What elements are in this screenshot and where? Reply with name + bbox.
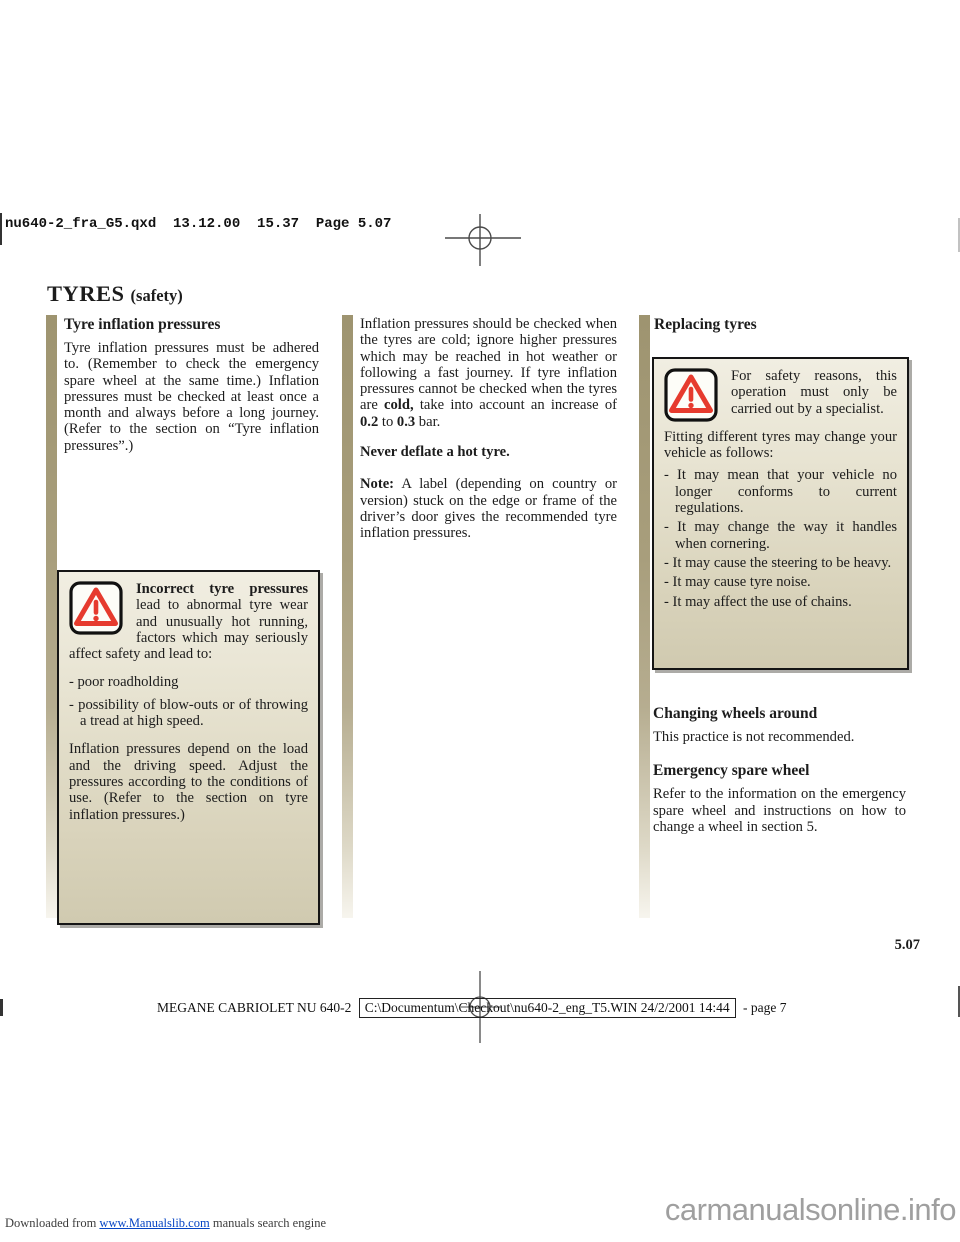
manualslib-watermark — [5, 1216, 326, 1231]
note-body: A label (depending on country or version) stuck on the edge or frame of the driver’s door gives the recommended tyre inflation pressures. — [360, 476, 617, 542]
changing-wheels-text: This practice is not recommended. — [653, 729, 855, 745]
page-title — [47, 281, 183, 307]
bullet-item: - It may change the way it handles when cornering. — [664, 519, 897, 552]
inflation-cold-paragraph — [360, 316, 617, 430]
replacing-tyres-bullet-list — [664, 467, 897, 609]
never-deflate-warning — [360, 444, 617, 460]
inflation-cold-text: Inflation pressures should be checked when the tyres are cold; ignore higher pressures which may be reached in hot weather or following a fast journey. If tyre inflation pressures cannot be checked when the tyres are — [360, 316, 617, 414]
inflation-mid-text: take into account an increase of — [413, 397, 617, 414]
replacing-tyres-warning-box — [652, 357, 909, 670]
note-label: Note: — [360, 476, 395, 493]
section-heading-tyre-inflation: Tyre inflation pressures — [64, 316, 221, 333]
column-accent-bar — [639, 315, 650, 918]
column-replacing-tyres — [654, 316, 906, 340]
column-changing-wheels — [653, 705, 906, 849]
incorrect-pressures-warning-box — [57, 570, 320, 925]
fitting-tyres-text: Fitting different tyres may change your vehicle as follows: — [664, 428, 897, 462]
trim-mark-footer-left — [0, 999, 3, 1016]
page-number: 5.07 — [894, 937, 920, 953]
emergency-spare-text: Refer to the information on the emergency spare wheel and instructions on how to change a wheel in section 5. — [653, 786, 906, 835]
bullet-item: - It may cause tyre noise. — [664, 574, 811, 591]
column-accent-bar — [46, 315, 57, 918]
footer-document-name: MEGANE CABRIOLET NU 640-2 — [157, 1000, 352, 1015]
page-title-main: TYRES — [47, 281, 125, 306]
manualslib-link[interactable]: www.Manualslib.com — [99, 1216, 210, 1230]
trim-mark-top-left — [0, 213, 2, 245]
column-accent-bar — [342, 315, 353, 918]
column-inflation-advice — [360, 316, 617, 556]
inflation-depend-paragraph: Inflation pressures depend on the load and the driving speed. Adjust the pressures according to the conditions of use. (Refer to the section on tyre inflation pressures.) — [69, 741, 308, 823]
never-deflate-text: Never deflate a hot tyre. — [360, 444, 510, 461]
note-paragraph — [360, 476, 617, 541]
section-heading-replacing-tyres: Replacing tyres — [654, 316, 757, 333]
bold-cold: cold, — [384, 397, 414, 414]
warning-triangle-icon — [69, 581, 123, 635]
bullet-item: - It may affect the use of chains. — [664, 593, 852, 610]
registration-crosshair-top — [445, 210, 525, 270]
footer-file-path: C:\Documentum\Checkout\nu640-2_eng_T5.WIN 24/2/2001 14:44 — [359, 998, 736, 1018]
inflation-end-text: bar. — [415, 413, 441, 430]
carmanualsonline-watermark: carmanualsonline.info — [664, 1192, 956, 1227]
bullet-item: - It may mean that your vehicle no longer conforms to current regulations. — [664, 467, 897, 517]
safety-specialist-text: For safety reasons, this operation must only be carried out by a specialist. — [731, 368, 897, 417]
incorrect-pressures-lead: Incorrect tyre pressures — [136, 581, 308, 597]
downloaded-from-text: Downloaded from — [5, 1216, 100, 1230]
section-heading-changing-wheels: Changing wheels around — [653, 705, 818, 722]
bullet-item: - possibility of blow-outs or of throwing a tread at high speed. — [69, 696, 308, 730]
incorrect-pressures-bullet-list — [69, 674, 308, 729]
bullet-item: - poor roadholding — [69, 674, 179, 691]
bold-0-3: 0.3 — [396, 413, 416, 430]
search-engine-text: manuals search engine — [209, 1216, 326, 1230]
section-heading-emergency-spare: Emergency spare wheel — [653, 762, 810, 780]
footer-production-line — [157, 1000, 786, 1016]
footer-page-ref: - page 7 — [742, 1000, 787, 1015]
column-tyre-inflation — [64, 316, 319, 468]
warning-triangle-icon — [664, 368, 718, 422]
print-slug-line: nu640-2_fra_G5.qxd 13.12.00 15.37 Page 5.07 — [5, 216, 392, 232]
bold-0-2: 0.2 — [360, 413, 379, 430]
tyre-inflation-paragraph: Tyre inflation pressures must be adhered to. (Remember to check the emergency spare wheel at the same time.) Inflation pressures must be checked at least once a month and always before a long journey. (Refer to the section on “Tyre inflation pressures”.) — [64, 340, 319, 454]
page-title-suffix: (safety) — [130, 286, 183, 305]
inflation-mid-text2: to — [378, 413, 397, 430]
incorrect-pressures-rest: lead to abnormal tyre wear and unusually hot running, factors which may seriously affect safety and lead to: — [69, 597, 308, 663]
bullet-item: - It may cause the steering to be heavy. — [664, 554, 892, 571]
